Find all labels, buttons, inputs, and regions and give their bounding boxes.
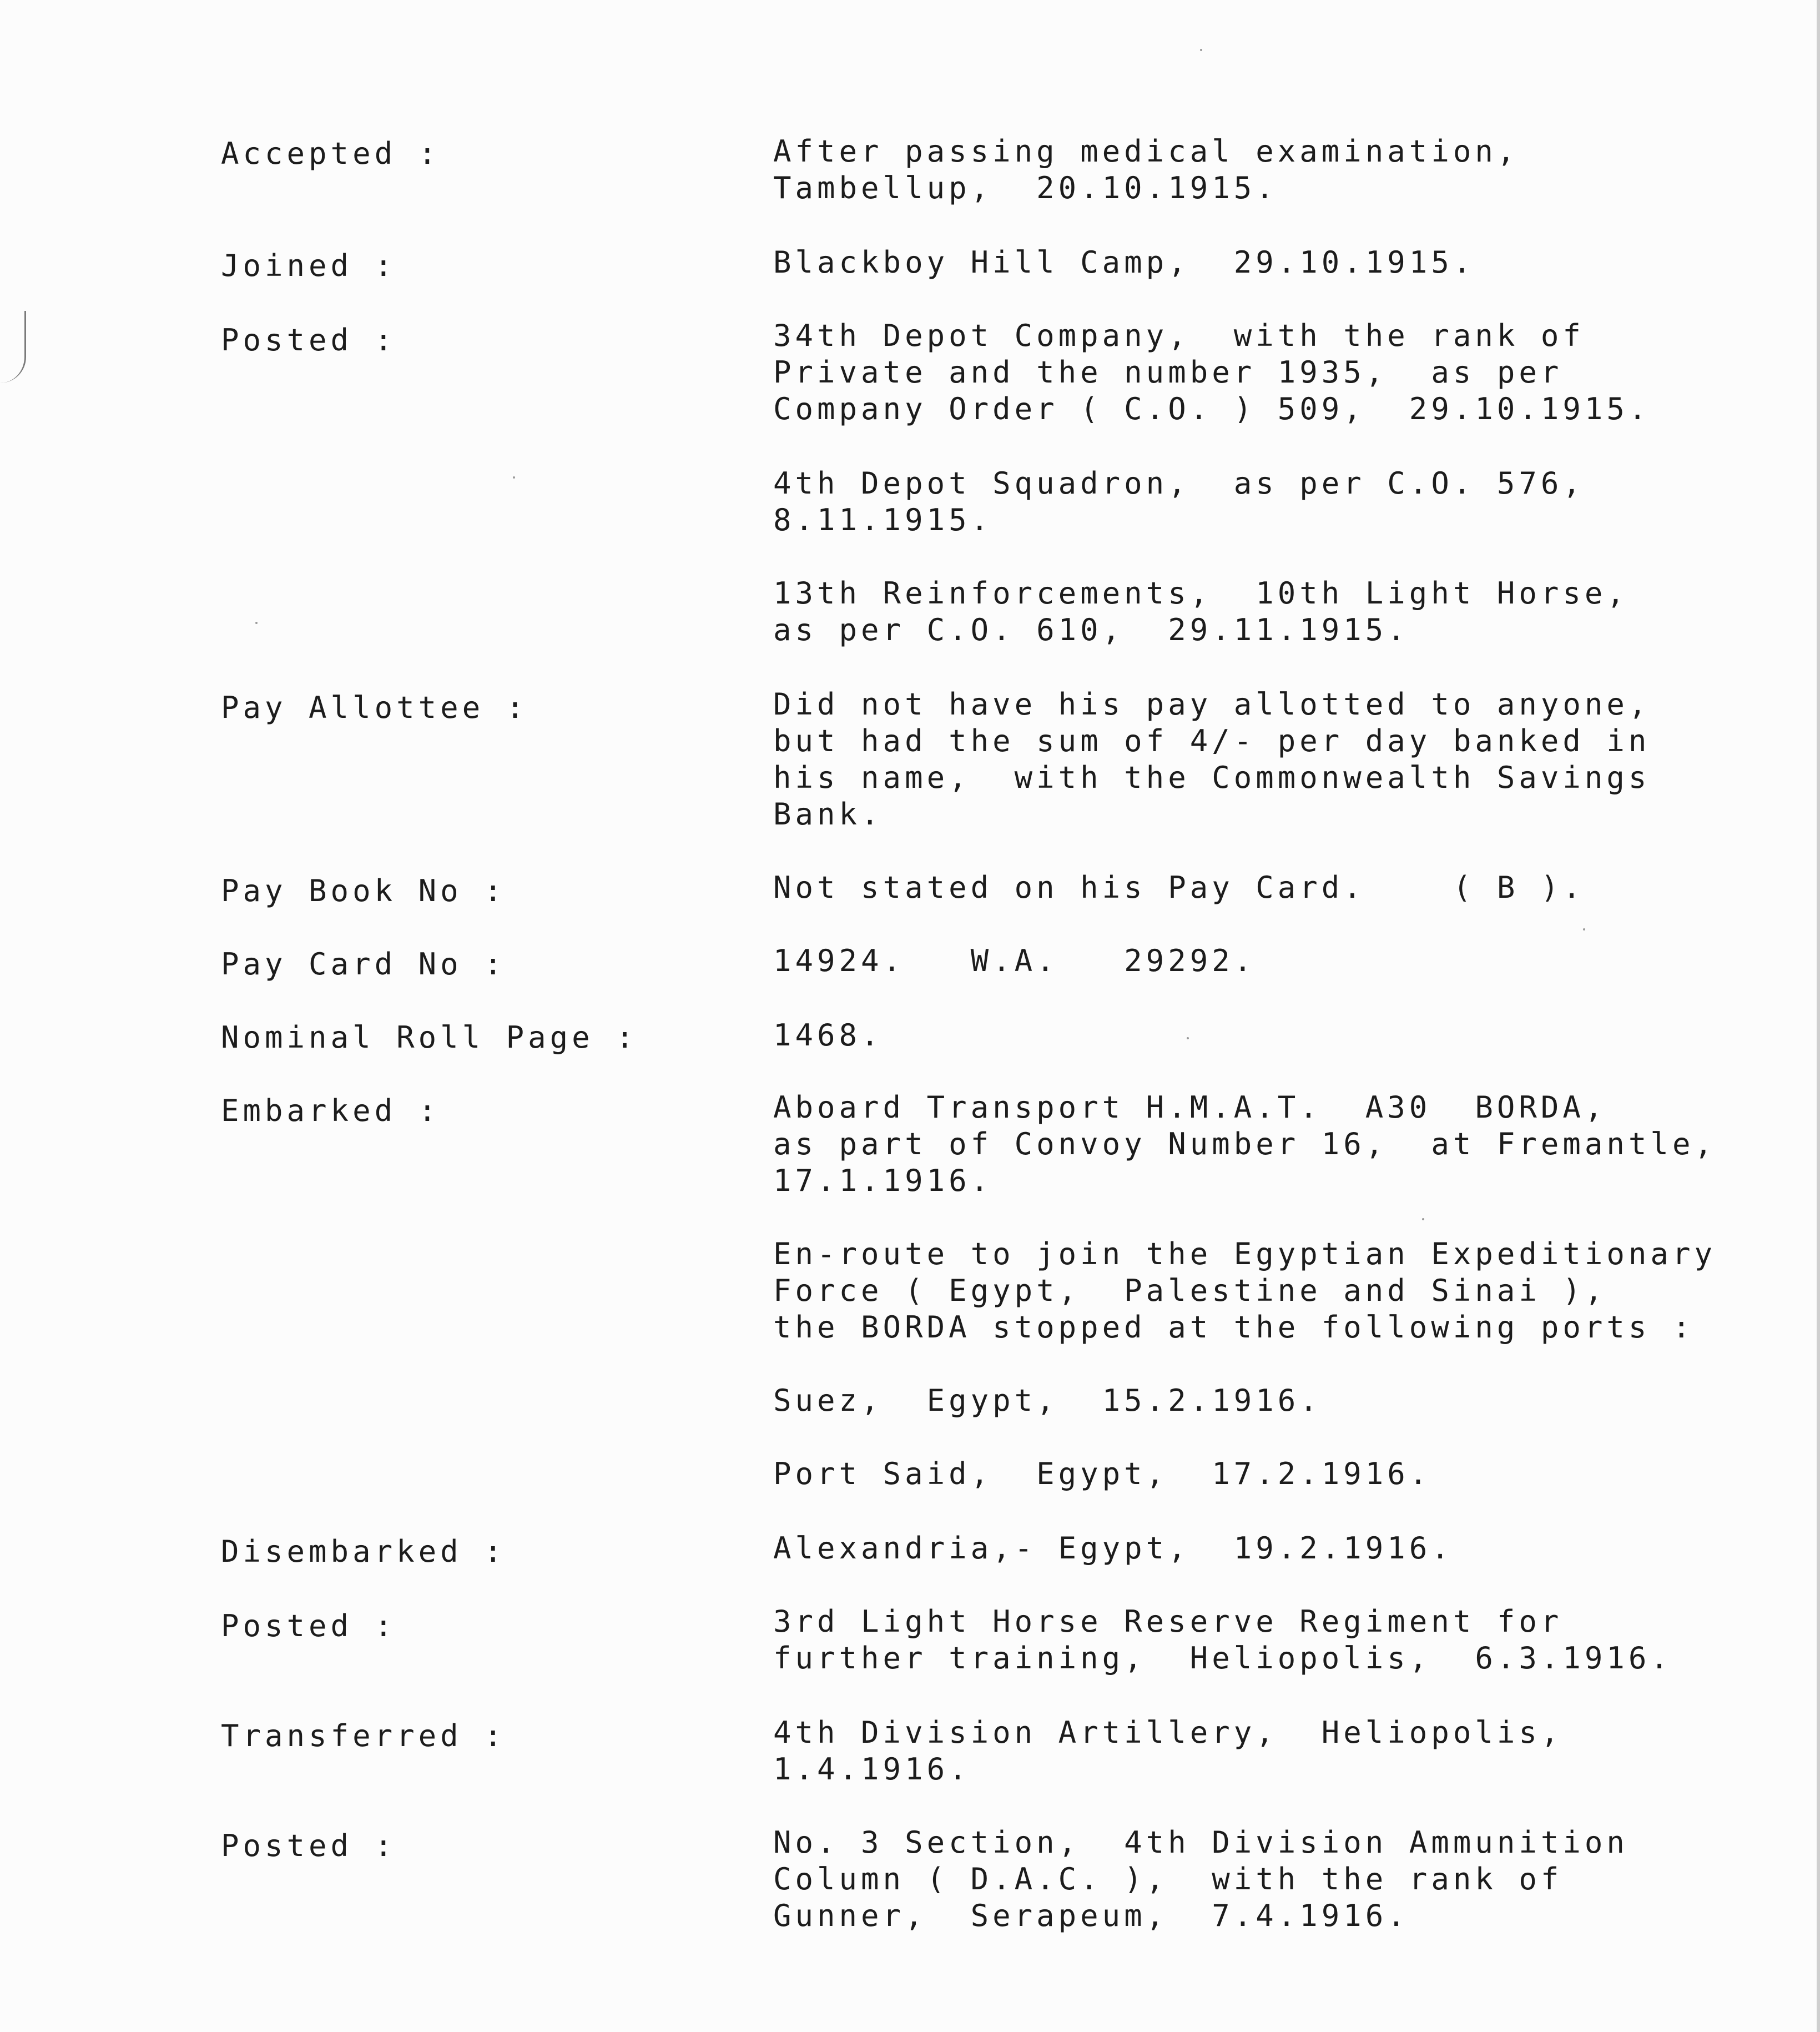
entry-label-posted: Posted : — [221, 323, 397, 358]
entry-value-posted-dac: No. 3 Section, 4th Division Ammunition Column ( D.A.C. ), with the rank of Gunner, Serapeum, 7.4.1916. — [773, 1825, 1629, 1933]
entry-label-transferred: Transferred : — [221, 1718, 506, 1753]
entry-value-posted-reserve: 3rd Light Horse Reserve Regiment for further training, Heliopolis, 6.3.1916. — [773, 1604, 1672, 1676]
entry-value-embarked-suez: Suez, Egypt, 15.2.1916. — [773, 1383, 1322, 1418]
scan-speck — [1200, 49, 1202, 51]
entry-value-joined: Blackboy Hill Camp, 29.10.1915. — [773, 245, 1475, 280]
entry-value-pay-allottee: Did not have his pay allotted to anyone, but had the sum of 4/- per day banked in his name, with the Commonwealth Savings Bank. — [773, 687, 1651, 832]
entry-value-disembarked: Alexandria,- Egypt, 19.2.1916. — [773, 1531, 1453, 1566]
scan-speck — [1583, 928, 1585, 931]
entry-label-embarked: Embarked : — [221, 1093, 441, 1128]
entry-value-pay-card-no: 14924. W.A. 29292. — [773, 943, 1256, 978]
binding-hole-mark — [0, 311, 26, 383]
entry-label-joined: Joined : — [221, 248, 397, 283]
entry-value-pay-book-no: Not stated on his Pay Card. ( B ). — [773, 870, 1585, 905]
entry-value-embarked-en-route: En-route to join the Egyptian Expeditionary Force ( Egypt, Palestine and Sinai ), the BORDA stopped at the following ports : — [773, 1236, 1716, 1345]
entry-label-posted-reserve: Posted : — [221, 1608, 397, 1643]
entry-value-embarked: Aboard Transport H.M.A.T. A30 BORDA, as part of Convoy Number 16, at Fremantle, 17.1.1916. — [773, 1090, 1716, 1198]
entry-label-posted-dac: Posted : — [221, 1828, 397, 1863]
entry-value-nominal-roll-page: 1468. — [773, 1018, 883, 1053]
entry-value-posted-reinforcements: 13th Reinforcements, 10th Light Horse, as per C.O. 610, 29.11.1915. — [773, 576, 1629, 647]
entry-value-accepted: After passing medical examination, Tambellup, 20.10.1915. — [773, 134, 1519, 205]
scan-speck — [513, 476, 515, 479]
entry-label-disembarked: Disembarked : — [221, 1534, 506, 1569]
entry-label-nominal-roll-page: Nominal Roll Page : — [221, 1020, 638, 1055]
entry-value-posted: 34th Depot Company, with the rank of Private and the number 1935, as per Company Order ( C.O. ) 509, 29.10.1915. — [773, 318, 1651, 426]
entry-label-pay-allottee: Pay Allottee : — [221, 690, 528, 725]
scan-speck — [1187, 1037, 1189, 1039]
entry-value-transferred: 4th Division Artillery, Heliopolis, 1.4.1916. — [773, 1715, 1563, 1787]
entry-value-embarked-port-said: Port Said, Egypt, 17.2.1916. — [773, 1456, 1431, 1491]
entry-label-pay-card-no: Pay Card No : — [221, 947, 506, 982]
scan-speck — [1422, 1218, 1424, 1220]
scan-speck — [255, 622, 258, 624]
entry-label-pay-book-no: Pay Book No : — [221, 873, 506, 908]
entry-value-posted-depot-squadron: 4th Depot Squadron, as per C.O. 576, 8.11.1915. — [773, 466, 1585, 537]
page-edge-shadow — [1817, 0, 1820, 2032]
entry-label-accepted: Accepted : — [221, 136, 441, 171]
